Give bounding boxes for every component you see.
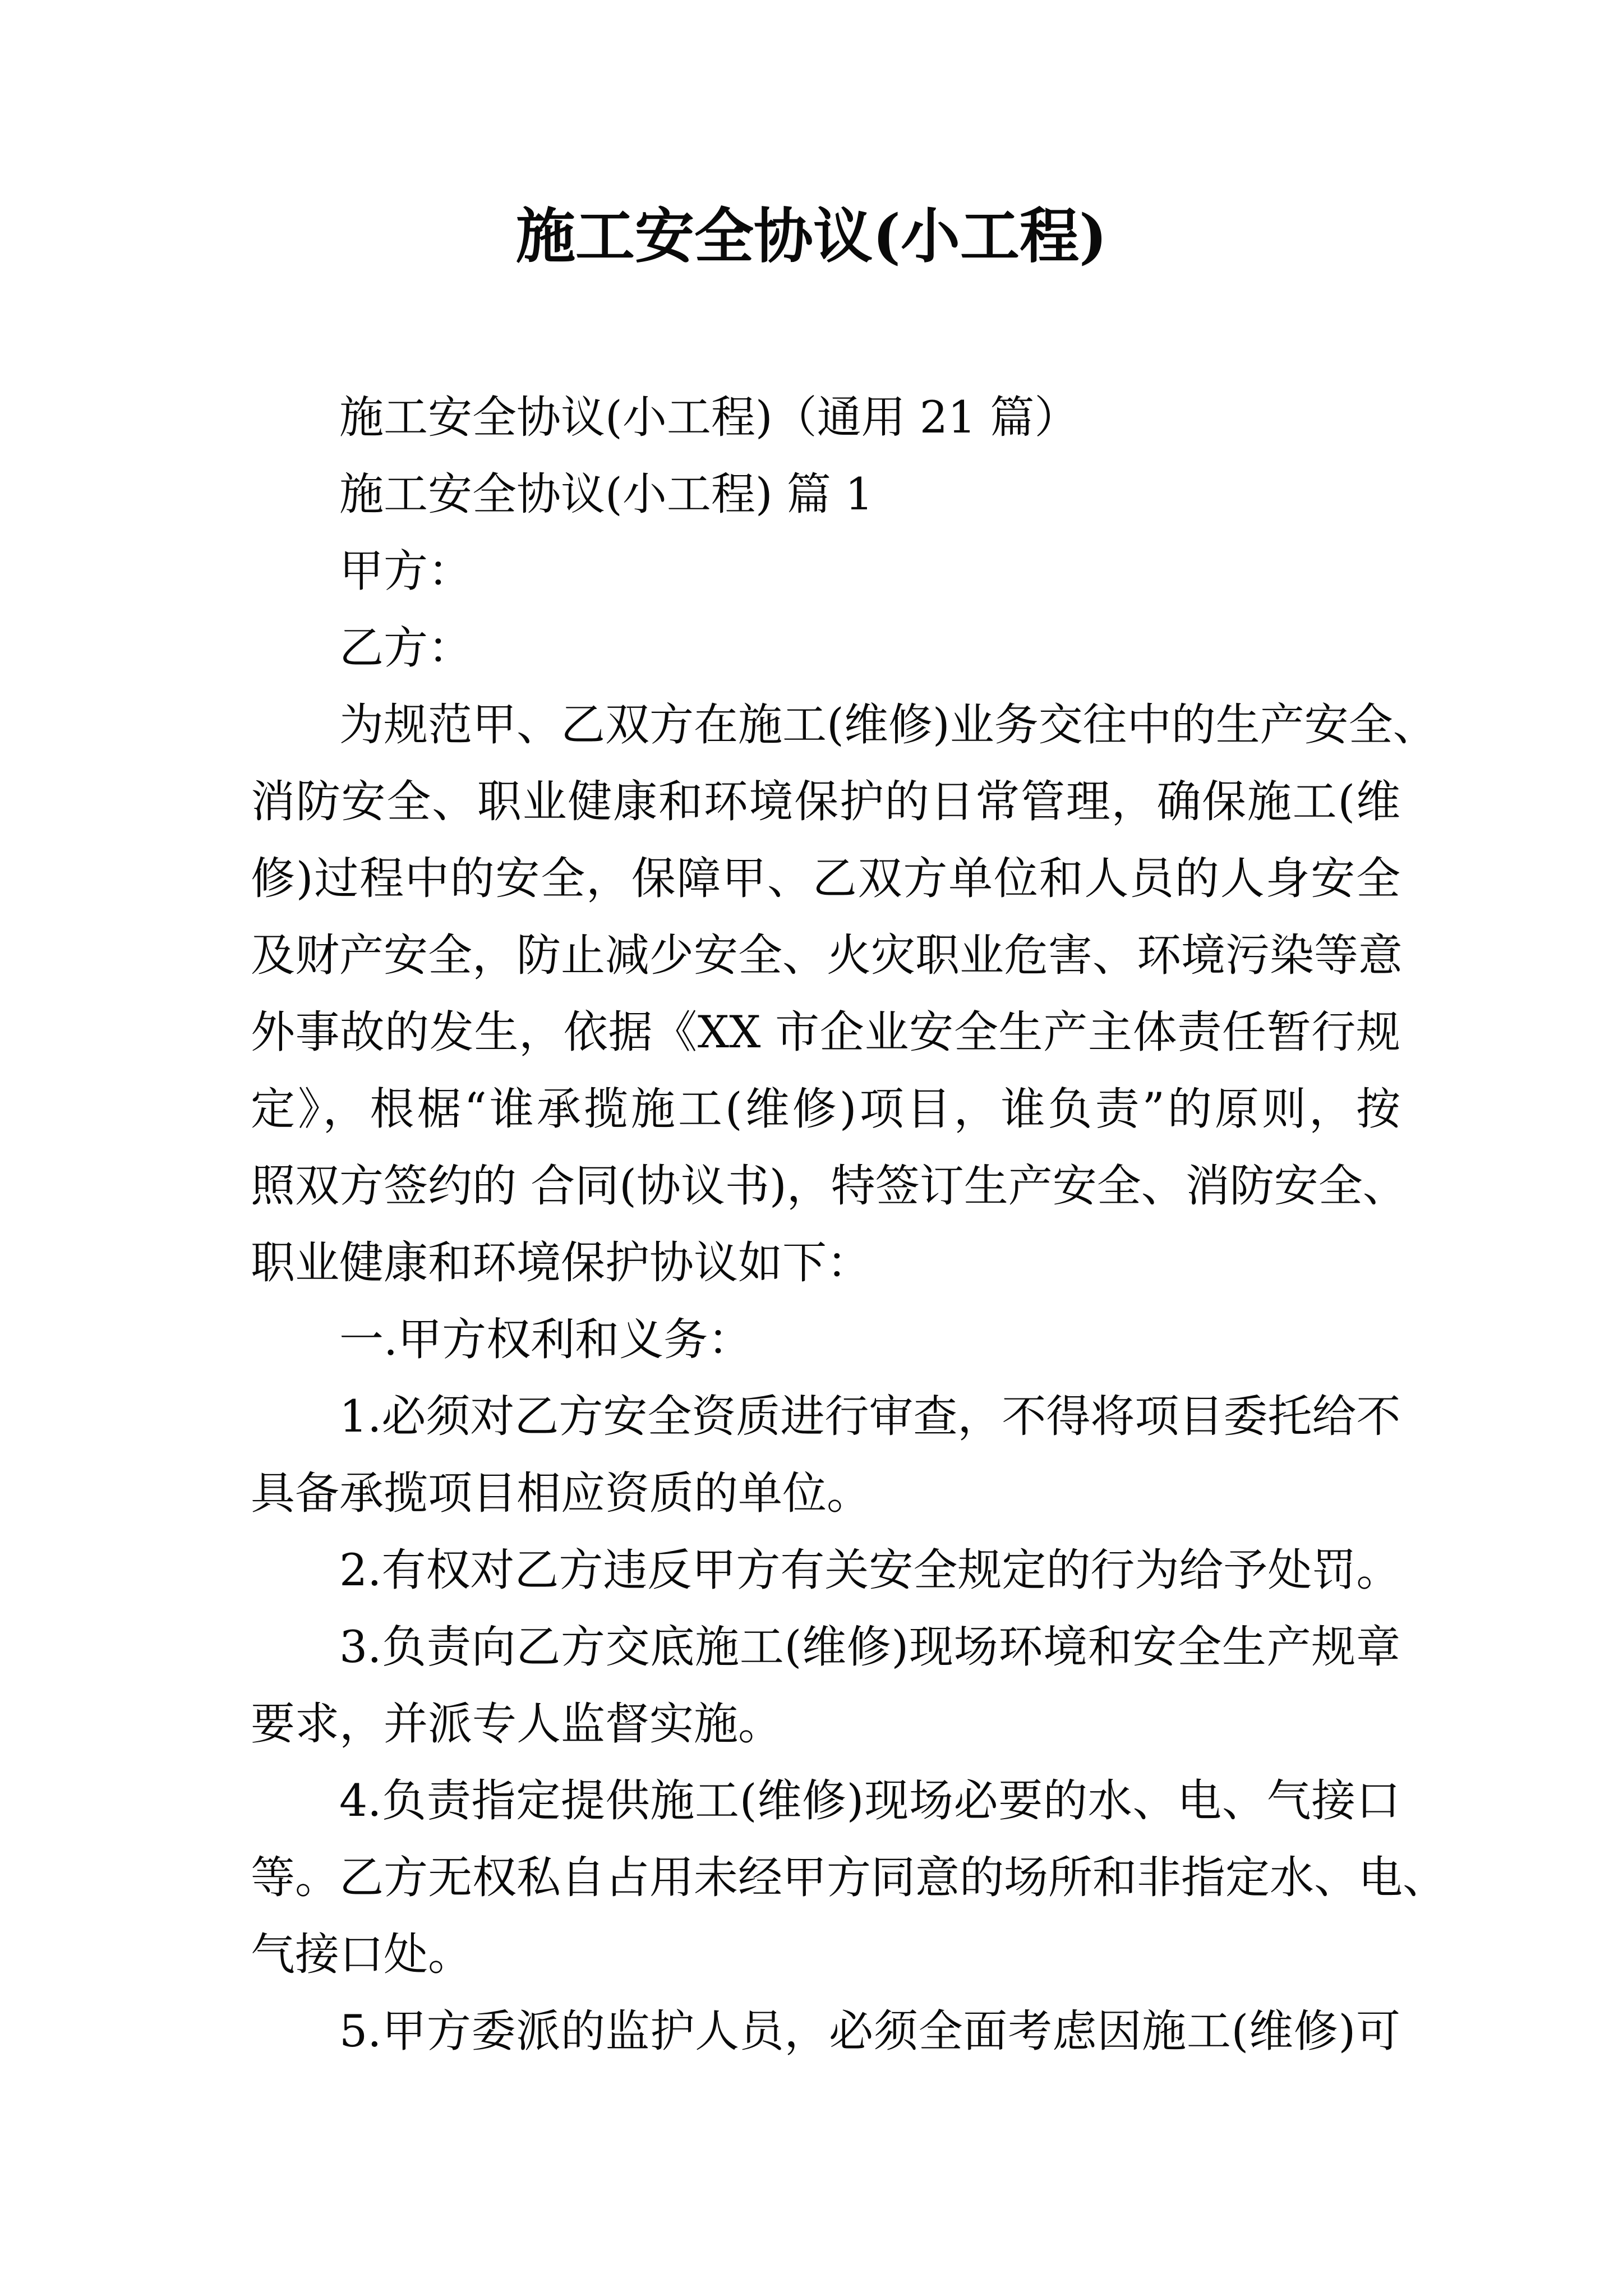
document-title: 施工安全协议(小工程) <box>515 201 1108 271</box>
clause-line: 气接口处。 <box>251 1929 472 1980</box>
preamble-paragraph <box>251 687 1437 1301</box>
preamble-line: 外事故的发生，依据《XX 市企业安全生产主体责任暂行规 <box>251 1006 1400 1058</box>
clause-line: 4.负责指定提供施工(维修)现场必要的水、电、气接口 <box>339 1775 1400 1826</box>
clause-5 <box>251 1993 1400 2070</box>
clause-2 <box>251 1532 1400 1609</box>
clause-4 <box>251 1763 1447 1993</box>
preamble-line: 为规范甲、乙双方在施工(维修)业务交往中的生产安全、 <box>339 699 1437 751</box>
clause-line: 要求，并派专人监督实施。 <box>251 1698 782 1750</box>
party-b-label: 乙方： <box>339 622 472 674</box>
clause-line: 1.必须对乙方安全资质进行审查，不得将项目委托给不 <box>339 1391 1401 1442</box>
clause-line: 具备承揽项目相应资质的单位。 <box>251 1467 871 1519</box>
clause-line: 3.负责向乙方交底施工(维修)现场环境和安全生产规章 <box>339 1621 1400 1673</box>
document-body <box>251 379 1447 2070</box>
article-heading: 施工安全协议(小工程) 篇 1 <box>339 468 874 520</box>
preamble-line: 修)过程中的安全，保障甲、乙双方单位和人员的人身安全 <box>251 853 1400 904</box>
section-heading: 一.甲方权利和义务： <box>339 1314 753 1365</box>
clause-3 <box>251 1609 1400 1763</box>
preamble-line: 消防安全、职业健康和环境保护的日常管理，确保施工(维 <box>251 776 1400 827</box>
preamble-line: 照双方签约的 合同(协议书)，特签订生产安全、消防安全、 <box>251 1160 1407 1212</box>
clause-line: 等。乙方无权私自占用未经甲方同意的场所和非指定水、电、 <box>251 1852 1447 1903</box>
preamble-line: 职业健康和环境保护协议如下： <box>251 1237 871 1289</box>
clause-line: 2.有权对乙方违反甲方有关安全规定的行为给予处罚。 <box>339 1544 1401 1596</box>
preamble-line: 及财产安全，防止减少安全、火灾职业危害、环境污染等意 <box>251 930 1403 981</box>
clause-line: 5.甲方委派的监护人员，必须全面考虑因施工(维修)可 <box>339 2005 1400 2057</box>
collection-heading: 施工安全协议(小工程)（通用 21 篇） <box>339 392 1079 443</box>
party-a-label: 甲方： <box>339 545 472 597</box>
clause-1 <box>251 1378 1400 1532</box>
preamble-line: 定》，根椐“谁承揽施工(维修)项目，谁负责”的原则，按 <box>251 1083 1400 1135</box>
